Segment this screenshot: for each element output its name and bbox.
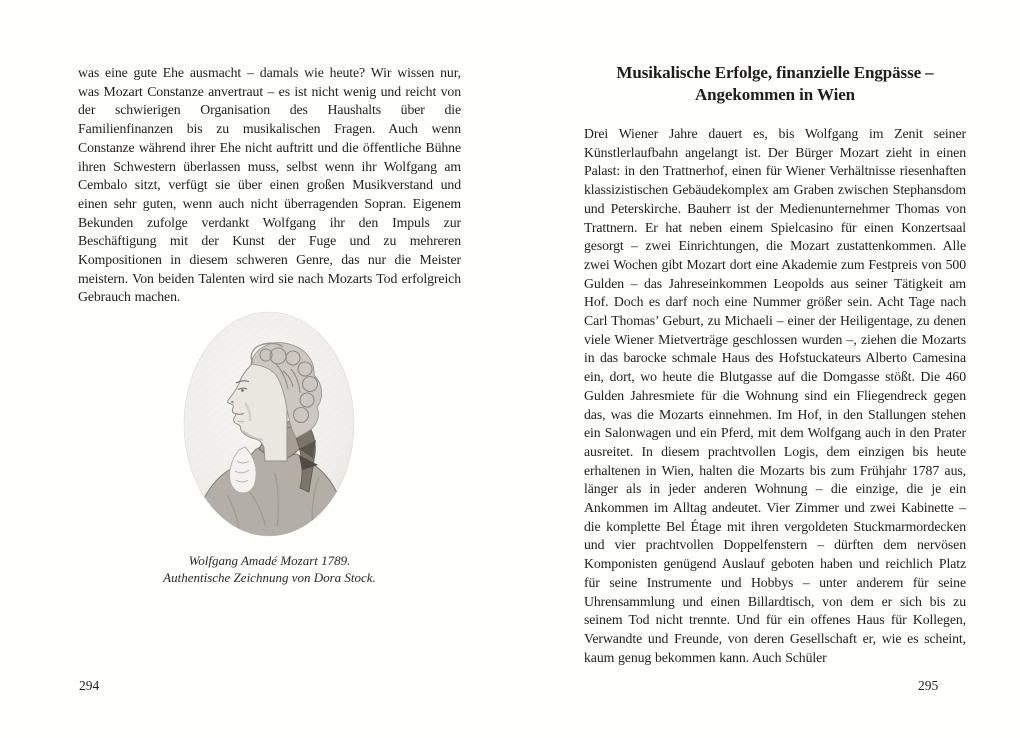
right-page — [584, 62, 966, 667]
chapter-heading-line1: Musikalische Erfolge, finanzielle Engpässe – — [616, 63, 934, 82]
portrait-caption — [78, 553, 461, 586]
chapter-heading — [584, 62, 966, 106]
mozart-portrait — [183, 311, 355, 537]
chapter-heading-line2: Angekommen in Wien — [694, 85, 856, 104]
right-page-number: 295 — [918, 678, 939, 693]
portrait-caption-line1: Wolfgang Amadé Mozart 1789. — [188, 553, 351, 568]
right-page-body-text: Drei Wiener Jahre dauert es, bis Wolfgang im Zenit seiner Künstlerlaufbahn angelangt ist. Der Bürger Mozart zieht in einen Palast: in den Trattnerhof, einen für Wiener Verhältnisse riesenhaften klassizistischen Gebäudekomplex am Graben zwischen Stephansdom und Peterskirche. Bauherr ist der Medienunternehmer Thomas von Trattnern. Er hat neben einem Spielcasino für einen Konzertsaal gesorgt – zwei Einrichtungen, die Mozart zustattenkommen. Alle zwei Wochen gibt Mozart dort eine Akademie zum Festpreis von 500 Gulden – das Jahreseinkommen Leopolds aus seiner Tätigkeit am Hof. Doch es darf noch eine Nummer größer sein. Acht Tage nach Carl Thomas’ Geburt, zu Michaeli – einer der Heiligentage, zu denen viele Wiener Mietverträge geschlossen wurden –, ziehen die Mozarts in das barocke schmale Haus des Hofstuckateurs Alberto Camesina ein, dort, wo heute die Blutgasse auf die Domgasse stößt. Die 460 Gulden Jahresmiete für die Wohnung sind ein Fliegendreck gegen das, was die Mozarts einnehmen. Im Hof, in den Stallungen stehen ein Salonwagen und ein Pferd, mit dem Wolfgang auch in den Prater ausreitet. In diesem prachtvollen Logis, dem einzigen bis heute erhaltenen in Wien, halten die Mozarts bis zum Frühjahr 1787 aus, länger als in jeder anderen Wohnung – die einzige, die je ein Ankommen im Alltag andeutet. Vier Zimmer und zwei Kabinette – die komplette Bel Étage mit ihren vergoldeten Stuckmarmordecken und vier prachtvollen Doppelfenstern – dürften dem nervösen Komponisten genügend Auslauf geboten haben und reichlich Platz für seine Instrumente und Hobbys – unter anderem für seine Uhrensammlung und einen Billardtisch, von dem er sich bis zu seinem Tod nicht trennte. Und für ein offenes Haus für Kollegen, Verwandte und Freunde, von deren Gesellschaft er, wie es scheint, kaum genug bekommen kann. Auch Schüler — [584, 126, 966, 665]
mozart-portrait-drawing — [183, 311, 355, 537]
left-page-body-text: was eine gute Ehe ausmacht – damals wie heute? Wir wissen nur, was Mozart Constanze anvertraut – es ist nicht wenig und reicht von der schwierigen Organisation des Haushalts über die Familienfinanzen bis zu musikalischen Fragen. Auch wenn Constanze während ihrer Ehe nicht auftritt und die öffentliche Bühne ihren Schwestern überlassen muss, selbst wenn ihr Wolfgang am Cembalo sitzt, verfügt sie über einen großen Musikverstand und einen sehr guten, wenn auch nicht überragenden Sopran. Eigenem Bekunden zufolge verdankt Wolfgang ihr den Impuls zur Beschäftigung mit der Kunst der Fuge und zu mehreren Kompositionen in diesem schweren Genre, das nur die Meister meistern. Von beiden Talenten wird sie nach Mozarts Tod erfolgreich Gebrauch machen. — [78, 65, 461, 305]
portrait-caption-line2: Authentische Zeichnung von Dora Stock. — [163, 569, 376, 585]
left-page-number: 294 — [79, 678, 100, 693]
